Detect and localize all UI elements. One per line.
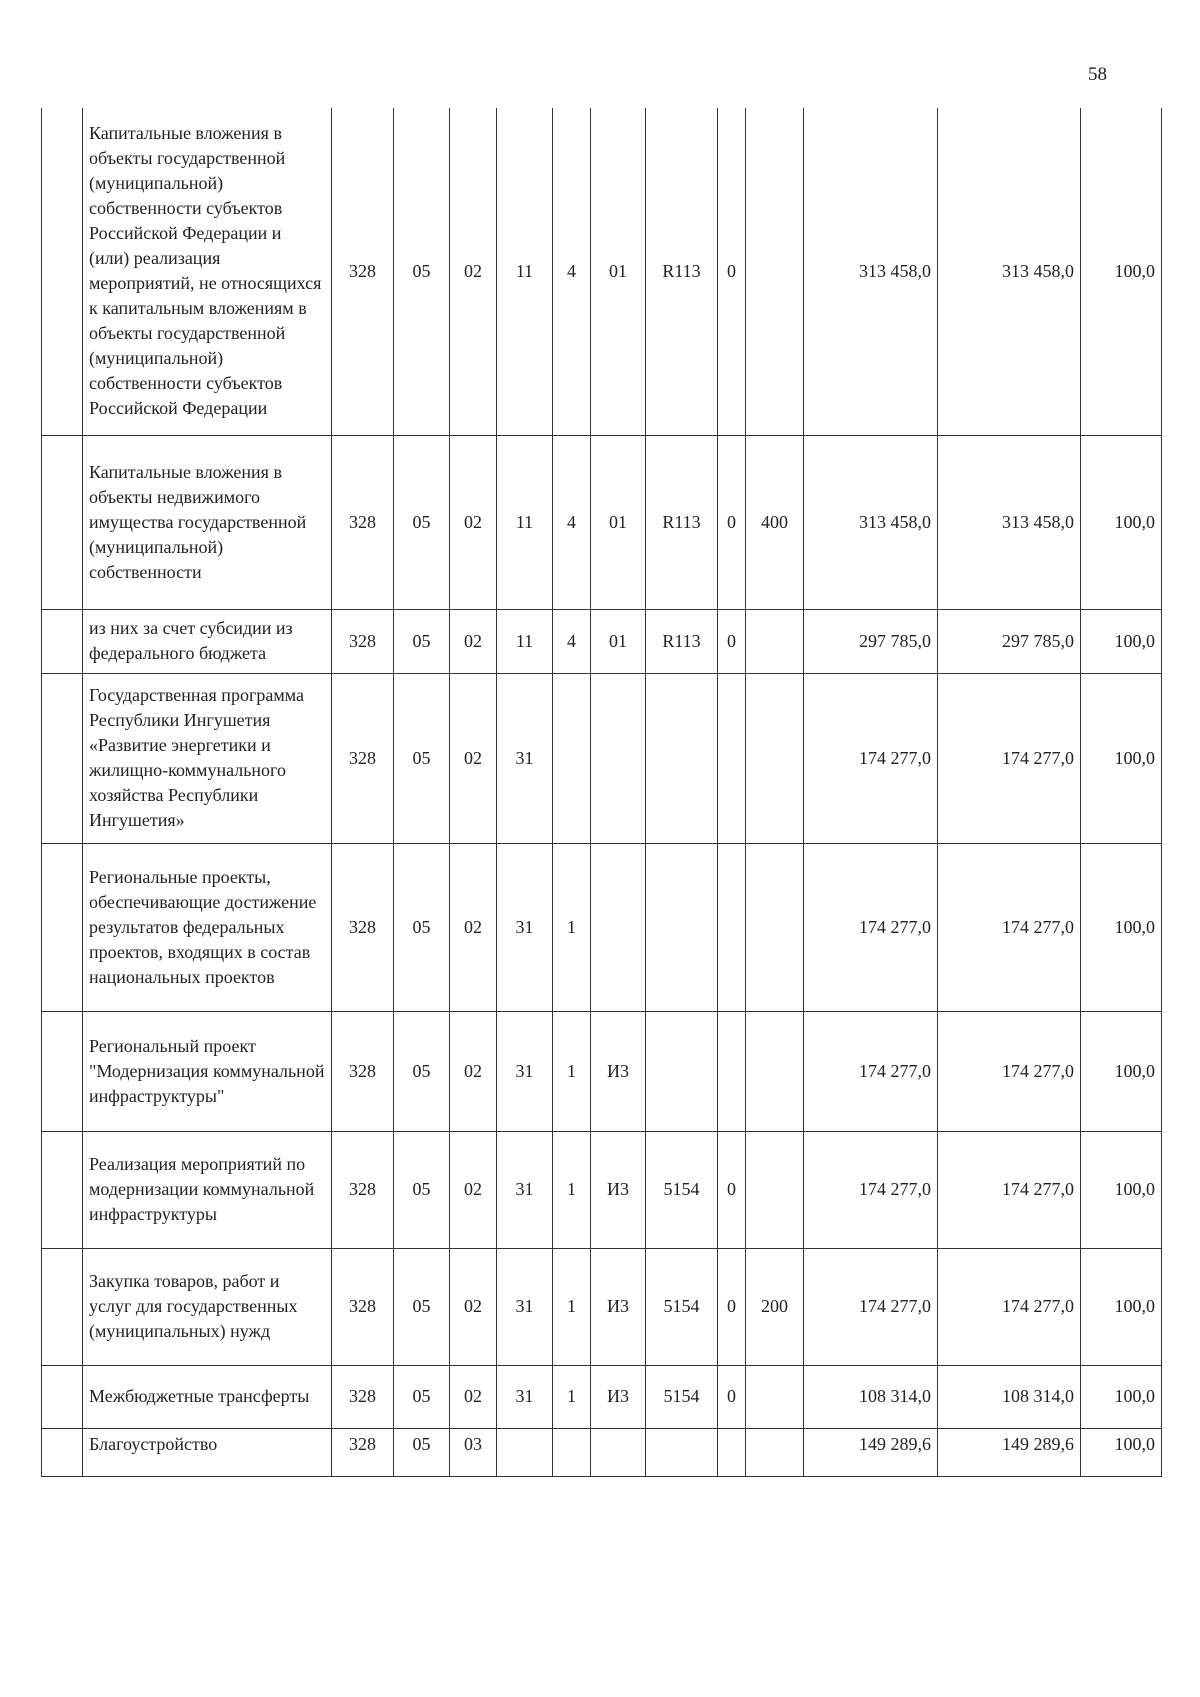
z-code: 0 [718, 1131, 746, 1248]
program-code: 11 [497, 108, 553, 435]
program-code: 31 [497, 1131, 553, 1248]
index-cell [42, 843, 83, 1011]
ved-code: 328 [332, 1011, 394, 1131]
index-cell [42, 673, 83, 843]
activity-code [591, 1428, 646, 1476]
executed-amount: 174 277,0 [938, 1011, 1081, 1131]
planned-amount: 174 277,0 [804, 673, 938, 843]
program-code: 31 [497, 1248, 553, 1365]
executed-amount: 297 785,0 [938, 609, 1081, 673]
row-name: Региональный проект "Модернизация коммунальной инфраструктуры" [83, 1011, 332, 1131]
row-name: Региональные проекты, обеспечивающие достижение результатов федеральных проектов, входящих в состав национальных проектов [83, 843, 332, 1011]
planned-amount: 108 314,0 [804, 1365, 938, 1428]
row-name: Реализация мероприятий по модернизации коммунальной инфраструктуры [83, 1131, 332, 1248]
executed-amount: 174 277,0 [938, 673, 1081, 843]
percent-value: 100,0 [1081, 1011, 1162, 1131]
expense-type-code [746, 843, 804, 1011]
subsection-code: 02 [450, 108, 497, 435]
ved-code: 328 [332, 435, 394, 609]
planned-amount: 313 458,0 [804, 435, 938, 609]
planned-amount: 297 785,0 [804, 609, 938, 673]
ved-code: 328 [332, 843, 394, 1011]
executed-amount: 174 277,0 [938, 843, 1081, 1011]
program-code: 11 [497, 435, 553, 609]
index-cell [42, 1011, 83, 1131]
section-code: 05 [394, 673, 450, 843]
subsection-code: 02 [450, 1365, 497, 1428]
program-code [497, 1428, 553, 1476]
executed-amount: 108 314,0 [938, 1365, 1081, 1428]
subprogram-code: 4 [553, 435, 591, 609]
expense-type-code: 200 [746, 1248, 804, 1365]
section-code: 05 [394, 435, 450, 609]
z-code [718, 1011, 746, 1131]
direction-code: 5154 [646, 1365, 718, 1428]
section-code: 05 [394, 1011, 450, 1131]
percent-value: 100,0 [1081, 609, 1162, 673]
ved-code: 328 [332, 108, 394, 435]
executed-amount: 313 458,0 [938, 108, 1081, 435]
ved-code: 328 [332, 1365, 394, 1428]
activity-code: И3 [591, 1011, 646, 1131]
percent-value: 100,0 [1081, 1428, 1162, 1476]
subsection-code: 02 [450, 843, 497, 1011]
program-code: 31 [497, 673, 553, 843]
direction-code [646, 843, 718, 1011]
section-code: 05 [394, 108, 450, 435]
z-code: 0 [718, 1365, 746, 1428]
direction-code: 5154 [646, 1131, 718, 1248]
executed-amount: 174 277,0 [938, 1248, 1081, 1365]
program-code: 31 [497, 1365, 553, 1428]
expense-type-code [746, 108, 804, 435]
direction-code: R113 [646, 435, 718, 609]
percent-value: 100,0 [1081, 1248, 1162, 1365]
expense-type-code [746, 1011, 804, 1131]
subprogram-code: 1 [553, 1011, 591, 1131]
direction-code [646, 673, 718, 843]
activity-code [591, 843, 646, 1011]
subsection-code: 02 [450, 1011, 497, 1131]
index-cell [42, 1428, 83, 1476]
table-row [42, 1131, 1162, 1248]
section-code: 05 [394, 1248, 450, 1365]
ved-code: 328 [332, 1131, 394, 1248]
index-cell [42, 435, 83, 609]
index-cell [42, 609, 83, 673]
planned-amount: 174 277,0 [804, 843, 938, 1011]
z-code: 0 [718, 1248, 746, 1365]
table-row [42, 1428, 1162, 1476]
ved-code: 328 [332, 1428, 394, 1476]
row-name: Государственная программа Республики Ингушетия «Развитие энергетики и жилищно-коммунального хозяйства Республики Ингушетия» [83, 673, 332, 843]
ved-code: 328 [332, 673, 394, 843]
table-row [42, 843, 1162, 1011]
z-code [718, 843, 746, 1011]
planned-amount: 174 277,0 [804, 1011, 938, 1131]
planned-amount: 174 277,0 [804, 1248, 938, 1365]
table-row [42, 1248, 1162, 1365]
z-code [718, 1428, 746, 1476]
activity-code: 01 [591, 609, 646, 673]
expense-type-code [746, 673, 804, 843]
table-row [42, 609, 1162, 673]
planned-amount: 313 458,0 [804, 108, 938, 435]
subsection-code: 02 [450, 673, 497, 843]
subprogram-code: 4 [553, 609, 591, 673]
ved-code: 328 [332, 609, 394, 673]
percent-value: 100,0 [1081, 673, 1162, 843]
program-code: 31 [497, 1011, 553, 1131]
section-code: 05 [394, 609, 450, 673]
subprogram-code [553, 1428, 591, 1476]
subsection-code: 02 [450, 435, 497, 609]
activity-code: И3 [591, 1365, 646, 1428]
section-code: 05 [394, 1365, 450, 1428]
program-code: 11 [497, 609, 553, 673]
expense-type-code [746, 1428, 804, 1476]
row-name: Межбюджетные трансферты [83, 1365, 332, 1428]
expense-type-code [746, 609, 804, 673]
subprogram-code: 1 [553, 1365, 591, 1428]
direction-code [646, 1428, 718, 1476]
planned-amount: 174 277,0 [804, 1131, 938, 1248]
expense-type-code [746, 1131, 804, 1248]
table-row [42, 1365, 1162, 1428]
row-name: Закупка товаров, работ и услуг для государственных (муниципальных) нужд [83, 1248, 332, 1365]
row-name: из них за счет субсидии из федерального бюджета [83, 609, 332, 673]
activity-code [591, 673, 646, 843]
section-code: 05 [394, 843, 450, 1011]
table-row [42, 108, 1162, 435]
activity-code: И3 [591, 1248, 646, 1365]
subprogram-code: 4 [553, 108, 591, 435]
direction-code: 5154 [646, 1248, 718, 1365]
percent-value: 100,0 [1081, 1365, 1162, 1428]
direction-code [646, 1011, 718, 1131]
index-cell [42, 1248, 83, 1365]
index-cell [42, 1365, 83, 1428]
subprogram-code: 1 [553, 1248, 591, 1365]
activity-code: 01 [591, 108, 646, 435]
program-code: 31 [497, 843, 553, 1011]
section-code: 05 [394, 1131, 450, 1248]
percent-value: 100,0 [1081, 1131, 1162, 1248]
subprogram-code: 1 [553, 843, 591, 1011]
subprogram-code [553, 673, 591, 843]
executed-amount: 313 458,0 [938, 435, 1081, 609]
direction-code: R113 [646, 609, 718, 673]
ved-code: 328 [332, 1248, 394, 1365]
z-code: 0 [718, 435, 746, 609]
row-name: Капитальные вложения в объекты государственной (муниципальной) собственности субъектов Российской Федерации и (или) реализация мероприятий, не относящихся к капитальным вложениям в объекты государственной (муниципальной) собственности субъектов Российской Федерации [83, 108, 332, 435]
expense-type-code: 400 [746, 435, 804, 609]
index-cell [42, 1131, 83, 1248]
section-code: 05 [394, 1428, 450, 1476]
z-code [718, 673, 746, 843]
row-name: Благоустройство [83, 1428, 332, 1476]
row-name: Капитальные вложения в объекты недвижимого имущества государственной (муниципальной) собственности [83, 435, 332, 609]
subsection-code: 02 [450, 1248, 497, 1365]
table-row [42, 435, 1162, 609]
executed-amount: 174 277,0 [938, 1131, 1081, 1248]
subsection-code: 02 [450, 609, 497, 673]
table-row [42, 673, 1162, 843]
page-number: 58 [1088, 64, 1107, 85]
direction-code: R113 [646, 108, 718, 435]
percent-value: 100,0 [1081, 108, 1162, 435]
planned-amount: 149 289,6 [804, 1428, 938, 1476]
percent-value: 100,0 [1081, 435, 1162, 609]
subsection-code: 03 [450, 1428, 497, 1476]
expense-type-code [746, 1365, 804, 1428]
budget-table [41, 108, 1162, 1477]
activity-code: И3 [591, 1131, 646, 1248]
table-row [42, 1011, 1162, 1131]
subsection-code: 02 [450, 1131, 497, 1248]
z-code: 0 [718, 609, 746, 673]
activity-code: 01 [591, 435, 646, 609]
executed-amount: 149 289,6 [938, 1428, 1081, 1476]
index-cell [42, 108, 83, 435]
percent-value: 100,0 [1081, 843, 1162, 1011]
subprogram-code: 1 [553, 1131, 591, 1248]
z-code: 0 [718, 108, 746, 435]
